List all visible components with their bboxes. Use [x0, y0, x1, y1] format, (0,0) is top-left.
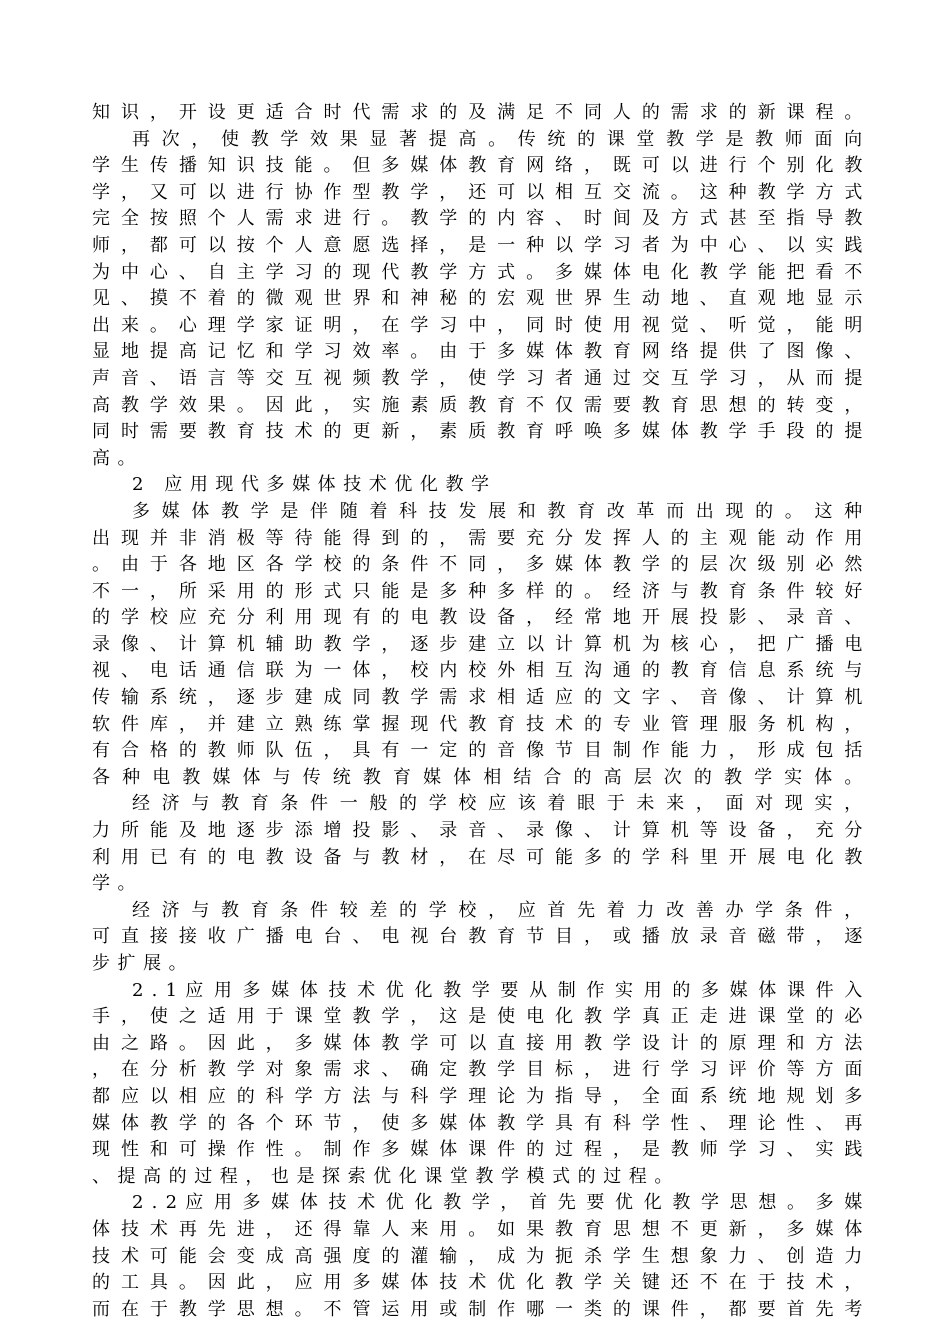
text-line: 步扩展。 [92, 953, 195, 974]
text-line: 的 工 具 。 因 此 ， 应 用 多 媒 体 技 术 优 化 教 学 关 键 还 不 在 于 技 术 ， [92, 1272, 862, 1294]
text-line: 出 来 。 心 理 学 家 证 明 ， 在 学 习 中 ， 同 时 使 用 视 觉 、 听 觉 ， 能 明 [92, 314, 862, 336]
text-line: 同 时 需 要 教 育 技 术 的 更 新 ， 素 质 教 育 呼 唤 多 媒 体 教 学 手 段 的 提 [92, 421, 862, 443]
text-line: 。 由 于 各 地 区 各 学 校 的 条 件 不 同 ， 多 媒 体 教 学 的 层 次 级 别 必 然 [92, 554, 862, 576]
text-line: 由 之 路 。 因 此 ， 多 媒 体 教 学 可 以 直 接 用 教 学 设 计 的 原 理 和 方 法 [92, 1032, 862, 1054]
text-line: 出 现 并 非 消 极 等 待 能 得 到 的 ， 需 要 充 分 发 挥 人 的 主 观 能 动 作 用 [92, 527, 862, 549]
text-line: 知 识 ， 开 设 更 适 合 时 代 需 求 的 及 满 足 不 同 人 的 需 求 的 新 课 程 。 [92, 102, 862, 123]
text-line: 体 技 术 再 先 进 ， 还 得 靠 人 来 用 。 如 果 教 育 思 想 不 更 新 ， 多 媒 体 [92, 1218, 862, 1240]
text-line: 多 媒 体 教 学 是 伴 随 着 科 技 发 展 和 教 育 改 革 而 出 现 的 。 这 种 [132, 500, 862, 522]
text-line: 手 ， 使 之 适 用 于 课 堂 教 学 ， 这 是 使 电 化 教 学 真 正 走 进 课 堂 的 必 [92, 1006, 862, 1028]
text-line: 高。 [92, 447, 144, 469]
text-line: ， 在 分 析 教 学 对 象 需 求 、 确 定 教 学 目 标 ， 进 行 学 习 评 价 等 方 面 [92, 1059, 862, 1081]
text-line: 而 在 于 教 学 思 想 。 不 管 运 用 或 制 作 哪 一 类 的 课 件 ， 都 要 首 先 考 [92, 1298, 862, 1320]
text-line: 经 济 与 教 育 条 件 一 般 的 学 校 应 该 着 眼 于 未 来 ， 面 对 现 实 ， [132, 793, 862, 815]
text-line: 学 生 传 播 知 识 技 能 。 但 多 媒 体 教 育 网 络 ， 既 可 以 进 行 个 别 化 教 [92, 155, 862, 177]
text-line: 学。 [92, 873, 144, 895]
text-line: 为 中 心 、 自 主 学 习 的 现 代 教 学 方 式 。 多 媒 体 电 化 教 学 能 把 看 不 [92, 261, 862, 283]
text-line: 有 合 格 的 教 师 队 伍 ， 具 有 一 定 的 音 像 节 目 制 作 能 力 ， 形 成 包 括 [92, 740, 862, 762]
text-line: 技 术 可 能 会 变 成 高 强 度 的 灌 输 ， 成 为 扼 杀 学 生 想 象 力 、 创 造 力 [92, 1245, 862, 1267]
text-line: 都 应 以 相 应 的 科 学 方 法 与 科 学 理 论 为 指 导 ， 全 面 系 统 地 规 划 多 [92, 1085, 862, 1107]
text-line: 经 济 与 教 育 条 件 较 差 的 学 校 ， 应 首 先 着 力 改 善 办 学 条 件 ， [132, 899, 862, 921]
text-line: 、提高的过程，也是探索优化课堂教学模式的过程。 [92, 1165, 680, 1187]
text-line: 2 应用现代多媒体技术优化教学 [132, 474, 497, 496]
text-line: 不 一 ， 所 采 用 的 形 式 只 能 是 多 种 多 样 的 。 经 济 与 教 育 条 件 较 好 [92, 580, 862, 602]
text-line: 高 教 学 效 果 。 因 此 ， 实 施 素 质 教 育 不 仅 需 要 教 育 思 想 的 转 变 ， [92, 394, 862, 416]
text-line: 录 像 、 计 算 机 辅 助 教 学 ， 逐 步 建 立 以 计 算 机 为 核 心 ， 把 广 播 电 [92, 633, 862, 655]
text-line: 的 学 校 应 充 分 利 用 现 有 的 电 教 设 备 ， 经 常 地 开 展 投 影 、 录 音 、 [92, 607, 862, 629]
text-line: 力 所 能 及 地 逐 步 添 增 投 影 、 录 音 、 录 像 、 计 算 机 等 设 备 ， 充 分 [92, 820, 862, 842]
text-line: 学 ， 又 可 以 进 行 协 作 型 教 学 ， 还 可 以 相 互 交 流 。 这 种 教 学 方 式 [92, 181, 862, 203]
text-line: 再 次 ， 使 教 学 效 果 显 著 提 高 。 传 统 的 课 堂 教 学 是 教 师 面 向 [132, 128, 862, 150]
text-line: 可 直 接 接 收 广 播 电 台 、 电 视 台 教 育 节 目 ， 或 播 放 录 音 磁 带 ， 逐 [92, 926, 862, 948]
document-body [92, 100, 862, 1323]
text-line: 媒 体 教 学 的 各 个 环 节 ， 使 多 媒 体 教 学 具 有 科 学 性 、 理 论 性 、 再 [92, 1112, 862, 1134]
text-line: 见 、 摸 不 着 的 微 观 世 界 和 神 秘 的 宏 观 世 界 生 动 地 、 直 观 地 显 示 [92, 288, 862, 310]
text-line: 传 输 系 统 ， 逐 步 建 成 同 教 学 需 求 相 适 应 的 文 字 、 音 像 、 计 算 机 [92, 687, 862, 709]
text-line: 现 性 和 可 操 作 性 。 制 作 多 媒 体 课 件 的 过 程 ， 是 教 师 学 习 、 实 践 [92, 1139, 862, 1161]
text-line: 显 地 提 高 记 忆 和 学 习 效 率 。 由 于 多 媒 体 教 育 网 络 提 供 了 图 像 、 [92, 341, 862, 363]
text-line: 各 种 电 教 媒 体 与 传 统 教 育 媒 体 相 结 合 的 高 层 次 的 教 学 实 体 。 [92, 766, 862, 788]
text-line: 2 . 1 应 用 多 媒 体 技 术 优 化 教 学 要 从 制 作 实 用 的 多 媒 体 课 件 入 [132, 979, 862, 1001]
text-line: 利 用 已 有 的 电 教 设 备 与 教 材 ， 在 尽 可 能 多 的 学 科 里 开 展 电 化 教 [92, 846, 862, 868]
text-line: 师 ， 都 可 以 按 个 人 意 愿 选 择 ， 是 一 种 以 学 习 者 为 中 心 、 以 实 践 [92, 234, 862, 256]
text-line: 2 . 2 应 用 多 媒 体 技 术 优 化 教 学 ， 首 先 要 优 化 教 学 思 想 。 多 媒 [132, 1192, 862, 1214]
text-line: 完 全 按 照 个 人 需 求 进 行 。 教 学 的 内 容 、 时 间 及 方 式 甚 至 指 导 教 [92, 208, 862, 230]
text-line: 软 件 库 ， 并 建 立 熟 练 掌 握 现 代 教 育 技 术 的 专 业 管 理 服 务 机 构 ， [92, 713, 862, 735]
text-line: 视 、 电 话 通 信 联 为 一 体 ， 校 内 校 外 相 互 沟 通 的 教 育 信 息 系 统 与 [92, 660, 862, 682]
text-line: 声 音 、 语 言 等 交 互 视 频 教 学 ， 使 学 习 者 通 过 交 互 学 习 ， 从 而 提 [92, 367, 862, 389]
